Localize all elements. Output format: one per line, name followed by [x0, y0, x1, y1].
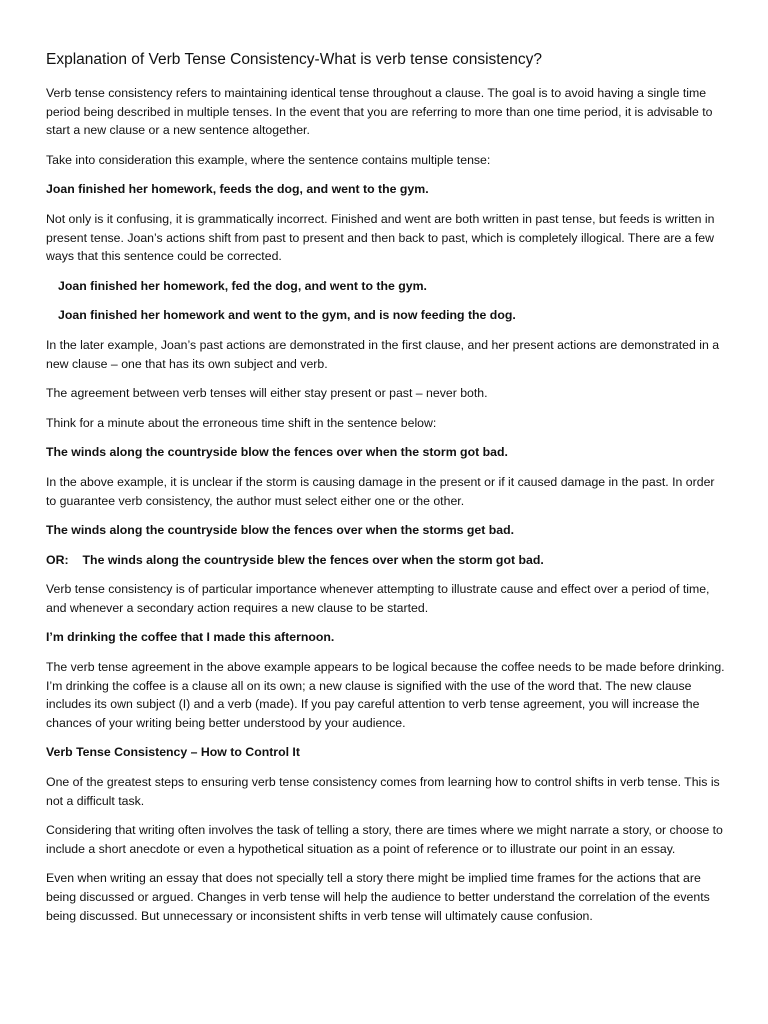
example-sentence-coffee: I’m drinking the coffee that I made this afternoon. — [46, 630, 335, 645]
paragraph-unclear: In the above example, it is unclear if the storm is causing damage in the present or if it caused damage in the past. In order to guarantee verb consistency, the author must select either one or the other. — [46, 474, 715, 508]
example-sentence-corrected-1: Joan finished her homework, fed the dog, and went to the gym. — [58, 278, 427, 293]
paragraph-time-shift: Think for a minute about the erroneous time shift in the sentence below: — [46, 415, 437, 430]
example-sentence-corrected-2: Joan finished her homework and went to the gym, and is now feeding the dog. — [58, 308, 516, 323]
section-subheading: Verb Tense Consistency – How to Control It — [46, 745, 300, 760]
paragraph-cause-effect: Verb tense consistency is of particular importance whenever attempting to illustrate cause and effect over a period of time, and whenever a secondary action requires a new clause to be started. — [46, 582, 710, 615]
paragraph-agreement: The agreement between verb tenses will either stay present or past – never both. — [46, 386, 488, 401]
example-sentence-winds-past-text: The winds along the countryside blew the fences over when the storm got bad. — [82, 552, 544, 567]
example-sentence-winds-incorrect: The winds along the countryside blow the fences over when the storm got bad. — [46, 445, 508, 460]
paragraph-later-example: In the later example, Joan’s past actions are demonstrated in the first clause, and her present actions are demonstrated in a new clause – one that has its own subject and verb. — [46, 337, 720, 371]
paragraph-control-shifts: One of the greatest steps to ensuring verb tense consistency comes from learning how to control shifts in verb tense. This is not a difficult task. — [46, 775, 720, 808]
example-sentence-winds-past — [46, 551, 726, 570]
paragraph-coffee-explanation: The verb tense agreement in the above example appears to be logical because the coffee needs to be made before drinking. I’m drinking the coffee is a clause all on its own; a new clause is signified with the use of the word that. The new clause includes its own subject (I) and a verb (made). If you pay careful attention to verb tense agreement, you will increase the chances of your writing being better understood by your audience. — [46, 660, 725, 730]
page-title: Explanation of Verb Tense Consistency-What is verb tense consistency? — [46, 51, 542, 68]
paragraph-explanation: Not only is it confusing, it is grammatically incorrect. Finished and went are both written in past tense, but feeds is written in present tense. Joan’s actions shift from past to present and then back to past, which is completely illogical. There are a few ways that this sentence could be corrected. — [46, 211, 715, 264]
paragraph-implied-time: Even when writing an essay that does not specially tell a story there might be implied time frames for the actions that are being discussed or argued. Changes in verb tense will help the audience to better understand the correlation of the events being discussed. But unnecessary or inconsistent shifts in verb tense will ultimately cause confusion. — [46, 871, 710, 923]
or-label: OR: — [46, 552, 69, 567]
paragraph-storytelling: Considering that writing often involves the task of telling a story, there are times where we might narrate a story, or choose to include a short anecdote or even a hypothetical situation as a point of reference or to illustrate our point in an essay. — [46, 823, 723, 856]
paragraph-intro: Verb tense consistency refers to maintaining identical tense throughout a clause. The goal is to avoid having a single time period being described in multiple tenses. In the event that you are referring to more than one time period, it is advisable to start a new clause or a new sentence altogether. — [46, 86, 713, 138]
example-sentence-incorrect: Joan finished her homework, feeds the dog, and went to the gym. — [46, 182, 429, 197]
document-page — [46, 50, 726, 936]
example-sentence-winds-present: The winds along the countryside blow the fences over when the storms get bad. — [46, 523, 515, 538]
paragraph-example-intro: Take into consideration this example, where the sentence contains multiple tense: — [46, 152, 491, 167]
